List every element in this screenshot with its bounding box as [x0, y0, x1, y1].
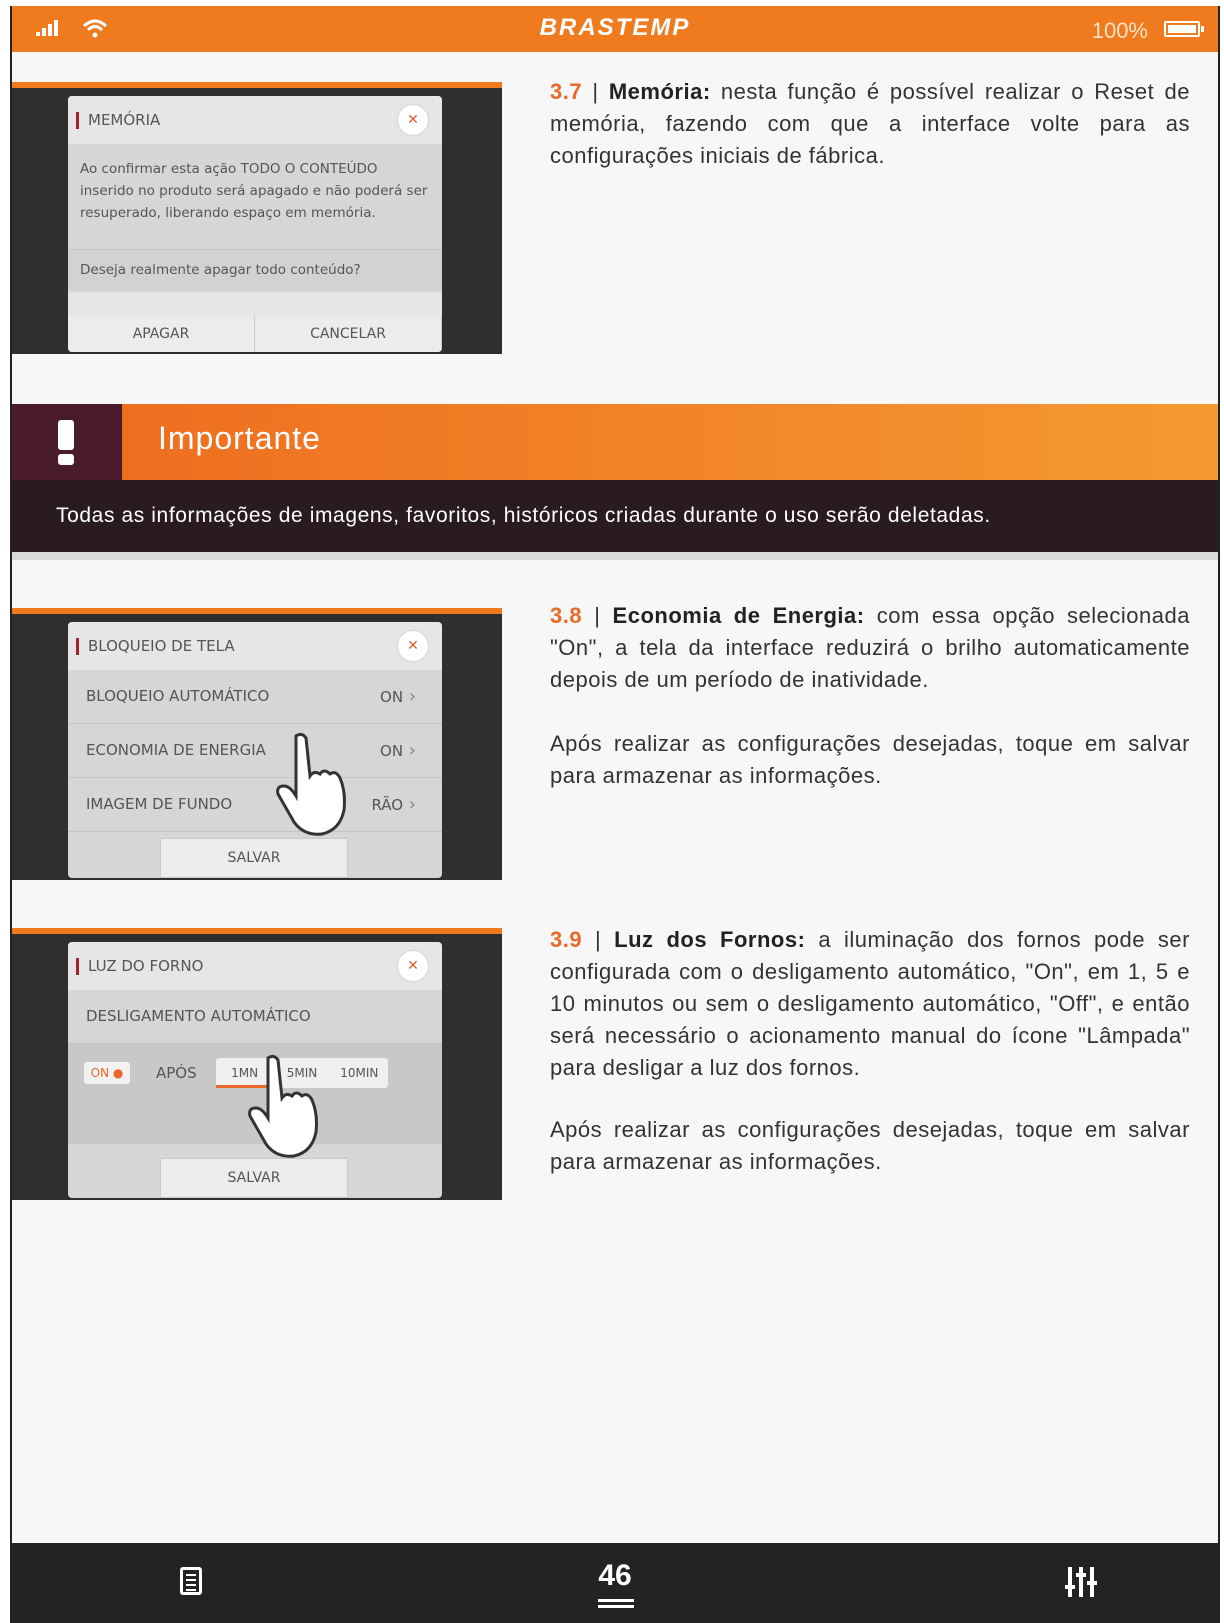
- hand-pointer-icon: [246, 1052, 326, 1162]
- save-button[interactable]: SALVAR: [160, 1158, 348, 1198]
- apagar-button[interactable]: APAGAR: [68, 316, 255, 352]
- section-3-8-note: Após realizar as configurações desejadas, toque em salvar para armazenar as informações.: [550, 731, 1190, 788]
- setting-row-desligamento: DESLIGAMENTO AUTOMÁTICO: [68, 990, 442, 1044]
- luz-screenshot: [12, 928, 502, 1200]
- save-button[interactable]: SALVAR: [160, 838, 348, 878]
- sliders-icon[interactable]: [1064, 1565, 1098, 1599]
- brand-logo: BRASTEMP: [539, 14, 691, 41]
- cancelar-button[interactable]: CANCELAR: [255, 316, 442, 352]
- dialog-message: Ao confirmar esta ação TODO O CONTEÚDO inserido no produto será apagado e não poderá ser resuperado, liberando espaço em memória.: [68, 144, 442, 250]
- battery-percent: 100%: [1091, 18, 1148, 43]
- on-toggle[interactable]: ON ●: [84, 1062, 130, 1084]
- setting-row-economia[interactable]: ECONOMIA DE ENERGIA ON ›: [68, 724, 442, 778]
- option-1min[interactable]: 1MN: [216, 1058, 273, 1088]
- section-3-9: 3.9 | Luz dos Fornos: a iluminação dos fornos pode ser configurada com o desligamento automático, "On", em 1, 5 e 10 minutos ou sem o desligamento automático, "Off", e então será necessário o acionamento manual do ícone "Lâmpada" para desligar a luz dos fornos.: [550, 927, 1190, 1080]
- setting-row-imagem[interactable]: IMAGEM DE FUNDO RÃO ›: [68, 778, 442, 832]
- section-3-9-note: Após realizar as configurações desejadas, toque em salvar para armazenar as informações.: [550, 1117, 1190, 1174]
- hand-pointer-icon: [274, 730, 354, 840]
- battery-icon: [1164, 21, 1200, 37]
- bloqueio-screenshot: [12, 608, 502, 880]
- bottom-bar: [12, 1543, 1218, 1623]
- memoria-screenshot: [12, 82, 502, 354]
- option-5min[interactable]: 5MIN: [286, 1066, 318, 1080]
- bloqueio-dialog: [68, 622, 442, 878]
- manual-page: [10, 6, 1220, 1623]
- apos-label: APÓS: [156, 1064, 197, 1082]
- memoria-dialog: [68, 96, 442, 352]
- section-3-7: 3.7 | Memória: nesta função é possível realizar o Reset de memória, fazendo com que a interface volte para as configurações iniciais de fábrica.: [550, 79, 1190, 168]
- setting-row-bloqueio[interactable]: BLOQUEIO AUTOMÁTICO ON ›: [68, 670, 442, 724]
- exclamation-icon: [12, 404, 122, 480]
- close-icon[interactable]: ✕: [398, 951, 428, 981]
- dialog-title: LUZ DO FORNO ✕: [68, 942, 442, 990]
- importante-text: Todas as informações de imagens, favoritos, históricos criadas durante o uso serão deletadas.: [12, 480, 1218, 552]
- dialog-buttons: [68, 316, 442, 352]
- importante-title: Importante: [158, 420, 321, 456]
- close-icon[interactable]: ✕: [398, 105, 428, 135]
- section-3-8: 3.8 | Economia de Energia: com essa opção selecionada "On", a tela da interface reduzirá o brilho automaticamente depois de um período de inatividade.: [550, 603, 1190, 692]
- dialog-question: Deseja realmente apagar todo conteúdo?: [68, 250, 442, 290]
- dialog-title: MEMÓRIA ✕: [68, 96, 442, 144]
- dialog-title: BLOQUEIO DE TELA ✕: [68, 622, 442, 670]
- page-number: 46: [598, 1559, 632, 1592]
- close-icon[interactable]: ✕: [398, 631, 428, 661]
- option-10min[interactable]: 10MIN: [340, 1066, 379, 1080]
- status-bar: [12, 6, 1218, 52]
